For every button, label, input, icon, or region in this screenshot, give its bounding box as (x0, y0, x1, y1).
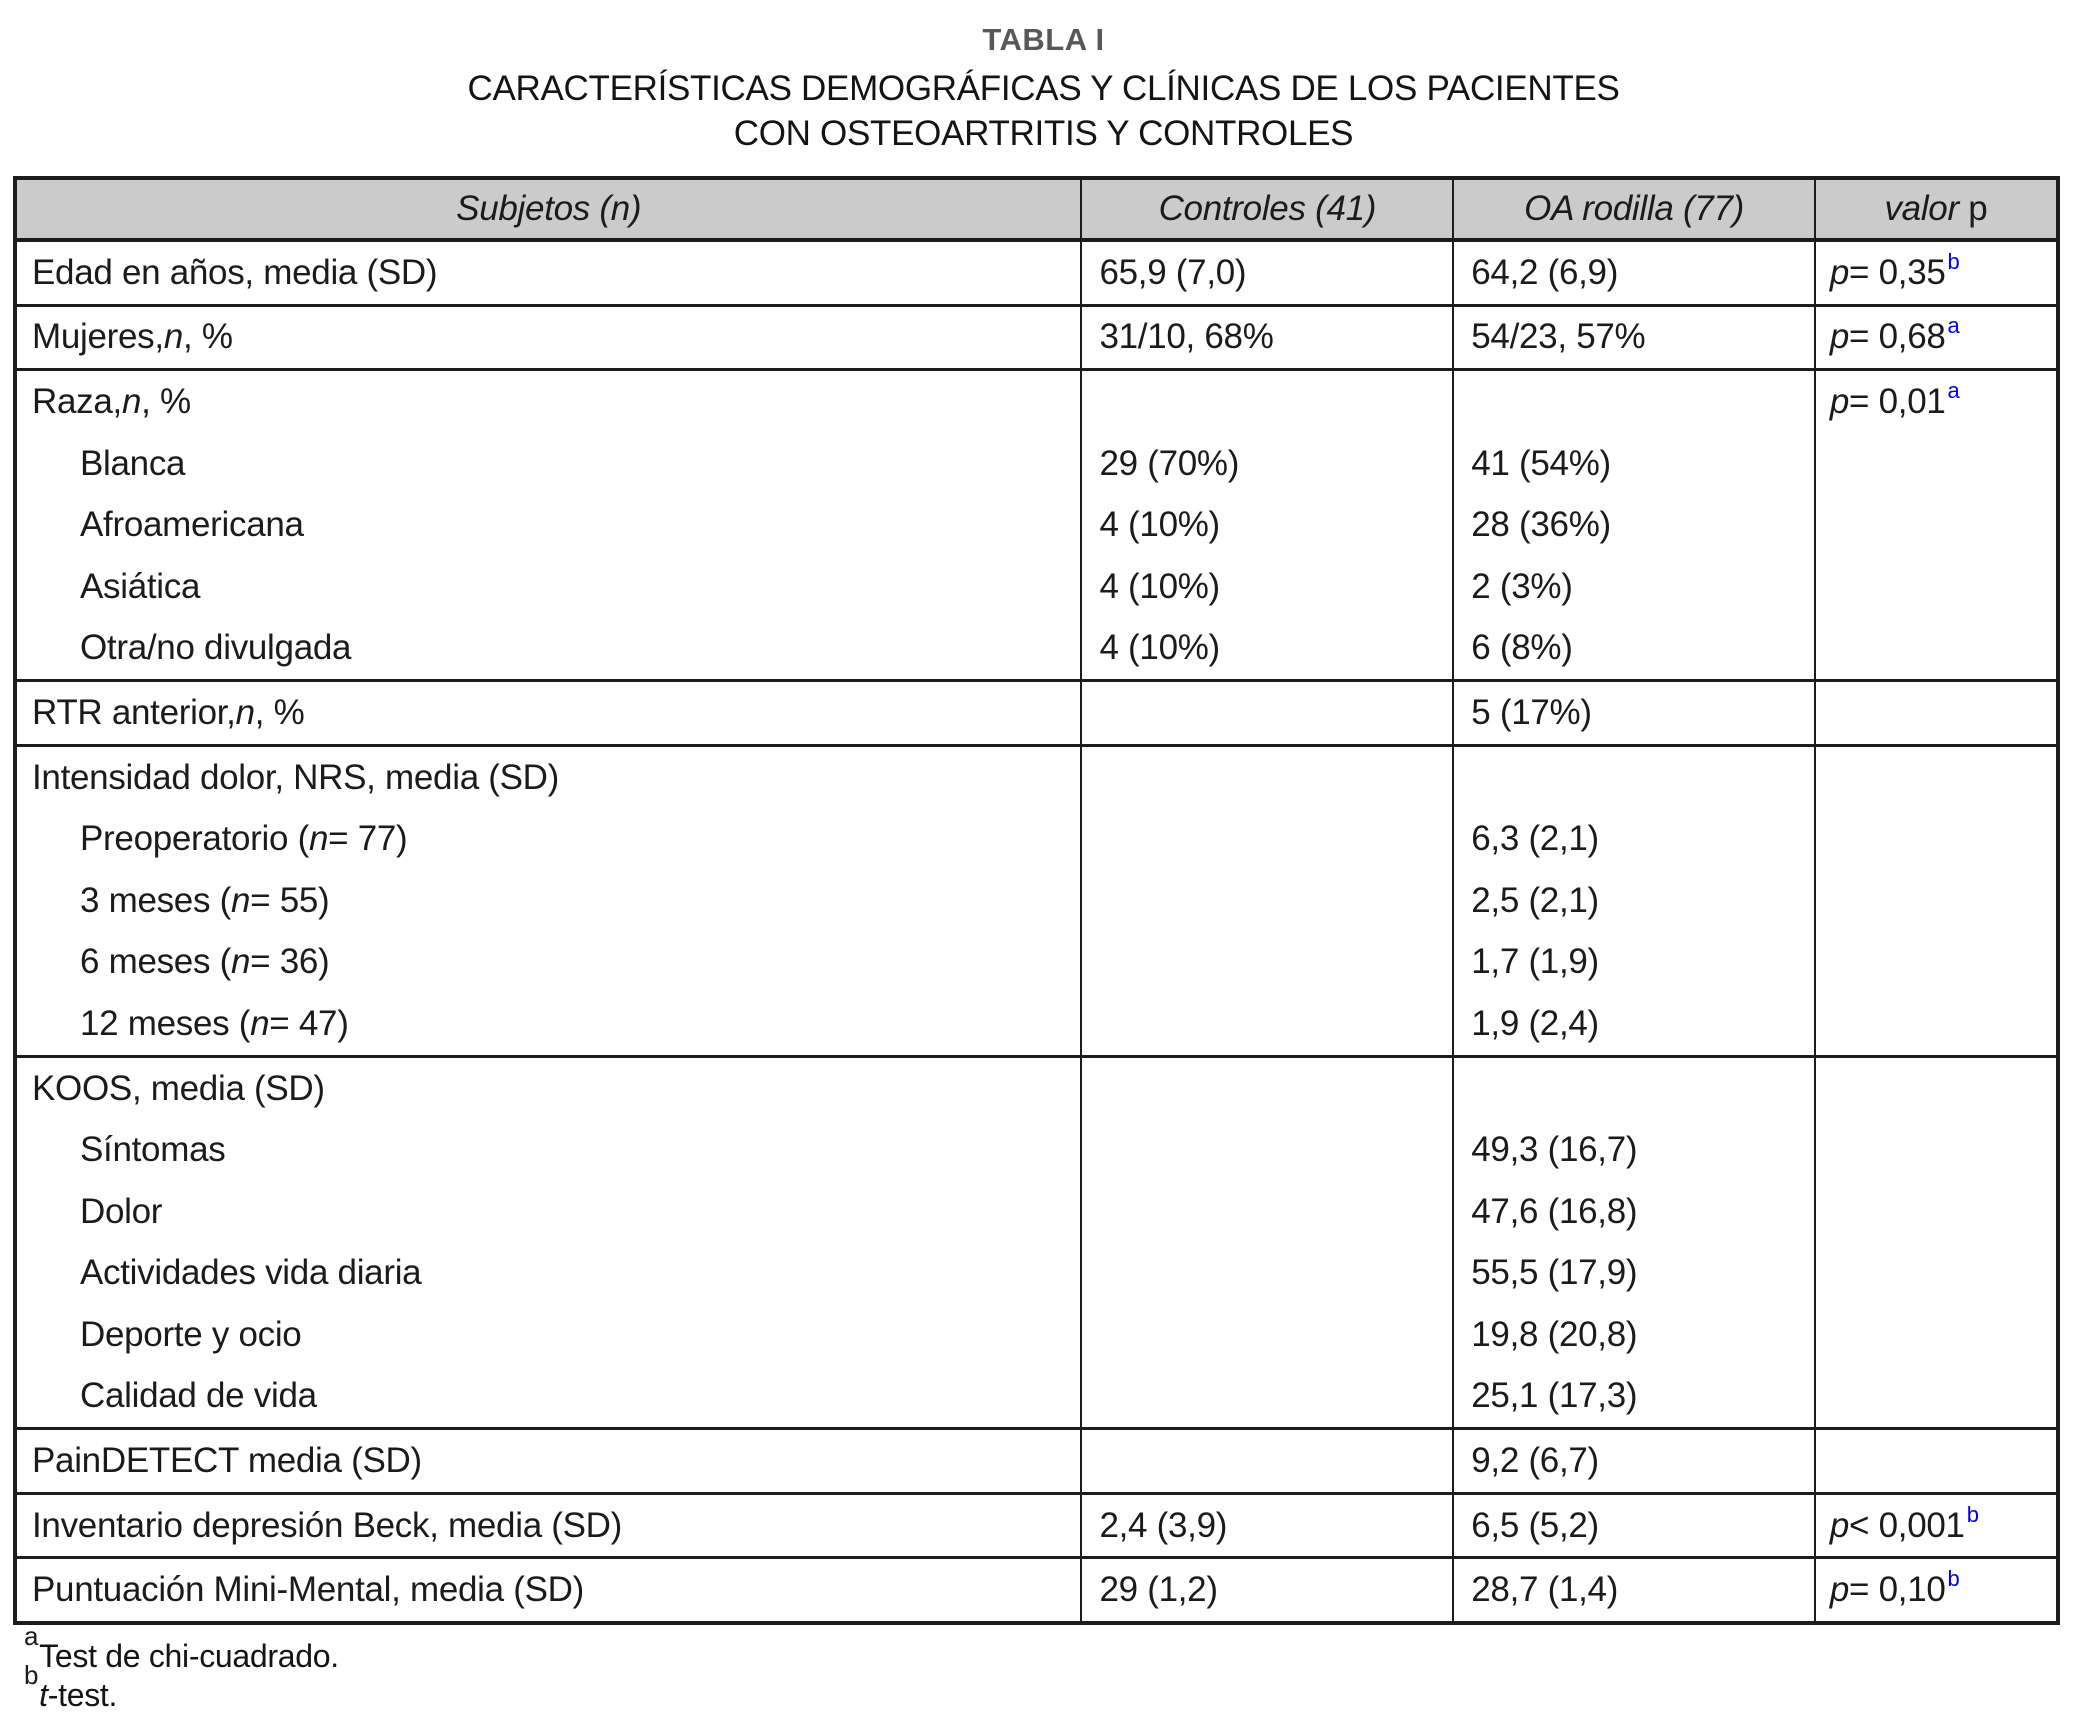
text-part: 4 (10%) (1099, 505, 1220, 545)
text-part: 19,8 (20,8) (1471, 1314, 1638, 1354)
text-part: p (1958, 189, 1988, 228)
line (1816, 1366, 2056, 1428)
line (1454, 1058, 1814, 1120)
text-part: n (308, 819, 329, 859)
line (1454, 932, 1814, 994)
sub-line (17, 556, 1080, 618)
text-part: 28,7 (1,4) (1471, 1570, 1619, 1610)
text-part: Dolor (80, 1191, 163, 1231)
table-title-line-1: CARACTERÍSTICAS DEMOGRÁFICAS Y CLÍNICAS DE LOS PACIENTES (467, 69, 1620, 108)
text-part: 9,2 (6,7) (1471, 1441, 1599, 1481)
text-part: 25,1 (17,3) (1471, 1376, 1638, 1416)
text-part: t (39, 1677, 48, 1714)
superscript-marker-b: b (24, 1660, 39, 1691)
cell-mujeres-subjects (15, 305, 1081, 370)
text-part: Raza, (32, 381, 122, 421)
text-part: 2,5 (2,1) (1471, 880, 1599, 920)
line: p = 0,68 $^a$ (1829, 313, 1960, 357)
line (17, 1495, 1080, 1557)
cell-rtr-oa (1453, 681, 1815, 746)
text-part: 65,9 (7,0) (1099, 252, 1247, 292)
text-part: -test. (47, 1677, 118, 1714)
text-part: 5 (17%) (1471, 692, 1592, 732)
superscript-marker-a: a (24, 1621, 39, 1652)
line (1816, 433, 2056, 495)
cell-edad-oa (1453, 240, 1815, 305)
line (1082, 371, 1452, 433)
line (1816, 932, 2056, 994)
table-row-edad (15, 240, 2058, 305)
cell-intensidad-controls (1081, 745, 1453, 1056)
text-part: , % (254, 692, 305, 732)
text-part: = 0,01 (1849, 381, 1946, 421)
text-part: Mujeres, (32, 317, 164, 357)
table-row-intensidad (15, 745, 2058, 1056)
cell-intensidad-oa (1453, 745, 1815, 1056)
cell-beck-pvalue (1815, 1493, 2058, 1558)
sub-line (17, 870, 1080, 932)
line (1816, 494, 2056, 556)
text-part: = 0,35 (1849, 252, 1946, 292)
text-part: 55,5 (17,9) (1471, 1253, 1638, 1293)
line (1816, 1304, 2056, 1366)
cell-edad-subjects (15, 240, 1081, 305)
line (1454, 556, 1814, 618)
text-part: = 0,10 (1849, 1570, 1946, 1610)
text-part: n (230, 880, 251, 920)
line (17, 747, 1080, 809)
cell-koos-subjects (15, 1056, 1081, 1429)
cell-mujeres-oa (1453, 305, 1815, 370)
line (1082, 1058, 1452, 1120)
text-part: 28 (36%) (1471, 505, 1611, 545)
sub-line (17, 1304, 1080, 1366)
table-row-paindetect (15, 1429, 2058, 1494)
cell-koos-controls (1081, 1056, 1453, 1429)
cell-mujeres-controls (1081, 305, 1453, 370)
line (1816, 1058, 2056, 1120)
table-container (13, 176, 2074, 1625)
cell-minimental-subjects (15, 1558, 1081, 1623)
text-part: 1,7 (1,9) (1471, 942, 1599, 982)
line (1816, 1243, 2056, 1305)
text-part: 4 (10%) (1099, 566, 1220, 606)
table-title-line-2: CON OSTEOARTRITIS Y CONTROLES (733, 114, 1354, 153)
text-part: n (230, 942, 251, 982)
text-part: 1,9 (2,4) (1471, 1003, 1599, 1043)
header-row (15, 178, 2058, 240)
text-part: p (1829, 317, 1850, 357)
sub-line (17, 618, 1080, 680)
text-part: n (235, 692, 255, 732)
table-row-mujeres (15, 305, 2058, 370)
line (1082, 1495, 1452, 1557)
text-part: RTR anterior, (32, 692, 236, 732)
table-row-koos (15, 1056, 2058, 1429)
line (17, 682, 1080, 744)
text-part: Subjetos (n) (456, 189, 642, 228)
line (1454, 242, 1814, 304)
table-label: TABLA I (982, 22, 1105, 57)
cell-raza-pvalue (1815, 370, 2058, 681)
text-part: OA rodilla (77) (1524, 189, 1744, 228)
text-part: 6,3 (2,1) (1471, 819, 1599, 859)
line (1816, 556, 2056, 618)
cell-edad-pvalue (1815, 240, 2058, 305)
line (1454, 618, 1814, 680)
cell-raza-subjects (15, 370, 1081, 681)
text-part: 29 (70%) (1099, 443, 1240, 483)
cell-koos-pvalue (1815, 1056, 2058, 1429)
line (1082, 556, 1452, 618)
column-header-pvalue (1815, 178, 2058, 240)
sub-line (17, 1119, 1080, 1181)
text-part: = 0,68 (1849, 317, 1946, 357)
text-part: Blanca (80, 443, 186, 483)
text-part: = 55) (250, 880, 330, 920)
line (17, 307, 1080, 369)
line (1082, 242, 1452, 304)
line (1454, 1119, 1814, 1181)
line (1082, 307, 1452, 369)
text-part: p (1829, 381, 1850, 421)
line (1454, 870, 1814, 932)
text-part: Controles (41) (1158, 189, 1377, 228)
text-part: 47,6 (16,8) (1471, 1191, 1638, 1231)
sub-line (17, 993, 1080, 1055)
title-block (0, 0, 2087, 156)
line (1454, 682, 1814, 744)
line: p = 0,10 $^b$ (1829, 1566, 1960, 1610)
line (1082, 1559, 1452, 1621)
sub-line (17, 1181, 1080, 1243)
line (1082, 1243, 1452, 1305)
line (1454, 747, 1814, 809)
text-part: PainDETECT media (SD) (32, 1441, 422, 1481)
text-part: = 47) (269, 1003, 349, 1043)
table-row-rtr (15, 681, 2058, 746)
text-part: 12 meses ( (80, 1003, 251, 1043)
sub-line (17, 932, 1080, 994)
line (1816, 1119, 2056, 1181)
cell-rtr-controls (1081, 681, 1453, 746)
cell-beck-controls (1081, 1493, 1453, 1558)
cell-paindetect-subjects (15, 1429, 1081, 1494)
text-part: Síntomas (80, 1130, 226, 1170)
text-part: p (1829, 1570, 1850, 1610)
sub-line (17, 494, 1080, 556)
line (1454, 1559, 1814, 1621)
line (1816, 993, 2056, 1055)
text-part: < 0,001 (1849, 1505, 1965, 1545)
line (1082, 932, 1452, 994)
text-part: 49,3 (16,7) (1471, 1130, 1638, 1170)
footnote-a (24, 1621, 2087, 1676)
line (17, 1430, 1080, 1492)
line (1454, 1304, 1814, 1366)
line: p = 0,01 $^a$ (1829, 377, 1960, 421)
line (1816, 808, 2056, 870)
line (1816, 747, 2056, 809)
text-part: Asiática (80, 566, 201, 606)
sub-line (17, 1366, 1080, 1428)
cell-beck-subjects (15, 1493, 1081, 1558)
text-part: 3 meses ( (80, 880, 231, 920)
footnote-b (24, 1660, 2087, 1715)
text-part: Puntuación Mini-Mental, media (SD) (32, 1570, 584, 1610)
cell-intensidad-pvalue (1815, 745, 2058, 1056)
table-row-raza (15, 370, 2058, 681)
text-part: 64,2 (6,9) (1471, 252, 1619, 292)
cell-rtr-pvalue (1815, 681, 2058, 746)
text-part: Deporte y ocio (80, 1314, 302, 1354)
text-part: 29 (1,2) (1099, 1570, 1218, 1610)
cell-intensidad-subjects (15, 745, 1081, 1056)
text-part: Inventario depresión Beck, media (SD) (32, 1505, 623, 1545)
line (1816, 870, 2056, 932)
line (1082, 1366, 1452, 1428)
line (1454, 1430, 1814, 1492)
text-part: Actividades vida diaria (80, 1253, 422, 1293)
line (1454, 1495, 1814, 1557)
text-part: 2,4 (3,9) (1099, 1505, 1228, 1545)
line (1082, 808, 1452, 870)
line (1454, 993, 1814, 1055)
text-part: 4 (10%) (1099, 628, 1220, 668)
footnotes (24, 1621, 2087, 1715)
line (1816, 682, 2056, 744)
line (1082, 618, 1452, 680)
line (1816, 618, 2056, 680)
cell-paindetect-controls (1081, 1429, 1453, 1494)
line (1454, 371, 1814, 433)
table-row-beck (15, 1493, 2058, 1558)
line (17, 1559, 1080, 1621)
text-part: = 36) (250, 942, 330, 982)
text-part: 6 (8%) (1471, 628, 1573, 668)
line (1454, 433, 1814, 495)
line (1082, 747, 1452, 809)
line (1082, 1181, 1452, 1243)
line (1454, 494, 1814, 556)
column-header-oa (1453, 178, 1815, 240)
cell-rtr-subjects (15, 681, 1081, 746)
cell-beck-oa (1453, 1493, 1815, 1558)
cell-minimental-oa (1453, 1558, 1815, 1623)
line (1454, 1243, 1814, 1305)
line (17, 242, 1080, 304)
text-part: = 77) (328, 819, 408, 859)
cell-minimental-pvalue (1815, 1558, 2058, 1623)
line (1082, 993, 1452, 1055)
line (1082, 1119, 1452, 1181)
line (17, 1058, 1080, 1120)
table-title (0, 66, 2087, 156)
line (17, 371, 1080, 433)
text-part: , % (141, 381, 191, 421)
line: p < 0,001 $^b$ (1829, 1501, 1979, 1545)
text-part: n (121, 381, 142, 421)
line (1454, 1181, 1814, 1243)
line (1082, 494, 1452, 556)
line (1082, 1304, 1452, 1366)
text-part: Calidad de vida (80, 1376, 317, 1416)
text-part: Edad en años, media (SD) (32, 252, 438, 292)
text-part: 41 (54%) (1471, 443, 1611, 483)
line: p = 0,35 $^b$ (1829, 248, 1960, 292)
line (1816, 1181, 2056, 1243)
text-part: Test de chi-cuadrado. (39, 1638, 339, 1675)
cell-raza-oa (1453, 370, 1815, 681)
line (1454, 1366, 1814, 1428)
column-header-subjects (15, 178, 1081, 240)
line (1082, 870, 1452, 932)
text-part: KOOS, media (SD) (32, 1068, 325, 1108)
line (1816, 1430, 2056, 1492)
line (1454, 307, 1814, 369)
cell-edad-controls (1081, 240, 1453, 305)
cell-paindetect-oa (1453, 1429, 1815, 1494)
text-part: n (250, 1003, 270, 1043)
text-part: Afroamericana (80, 505, 304, 545)
cell-paindetect-pvalue (1815, 1429, 2058, 1494)
sub-line (17, 1243, 1080, 1305)
table-row-minimental (15, 1558, 2058, 1623)
text-part: 6 meses ( (80, 942, 231, 982)
cell-koos-oa (1453, 1056, 1815, 1429)
line (1082, 433, 1452, 495)
sub-line (17, 808, 1080, 870)
text-part: 6,5 (5,2) (1471, 1505, 1599, 1545)
sub-line (17, 433, 1080, 495)
text-part: p (1829, 252, 1850, 292)
cell-mujeres-pvalue (1815, 305, 2058, 370)
line (1082, 682, 1452, 744)
line (1082, 1430, 1452, 1492)
line (1454, 808, 1814, 870)
cell-raza-controls (1081, 370, 1453, 681)
cell-minimental-controls (1081, 1558, 1453, 1623)
text-part: p (1829, 1505, 1850, 1545)
demographics-table (13, 176, 2060, 1625)
text-part: 54/23, 57% (1471, 317, 1646, 357)
text-part: valor (1884, 189, 1959, 228)
text-part: Preoperatorio ( (80, 819, 309, 859)
text-part: Intensidad dolor, NRS, media (SD) (32, 757, 560, 797)
column-header-controls (1081, 178, 1453, 240)
text-part: Otra/no divulgada (80, 628, 352, 668)
text-part: 31/10, 68% (1099, 317, 1274, 357)
text-part: n (163, 317, 183, 357)
text-part: , % (182, 317, 233, 357)
text-part: 2 (3%) (1471, 566, 1573, 606)
